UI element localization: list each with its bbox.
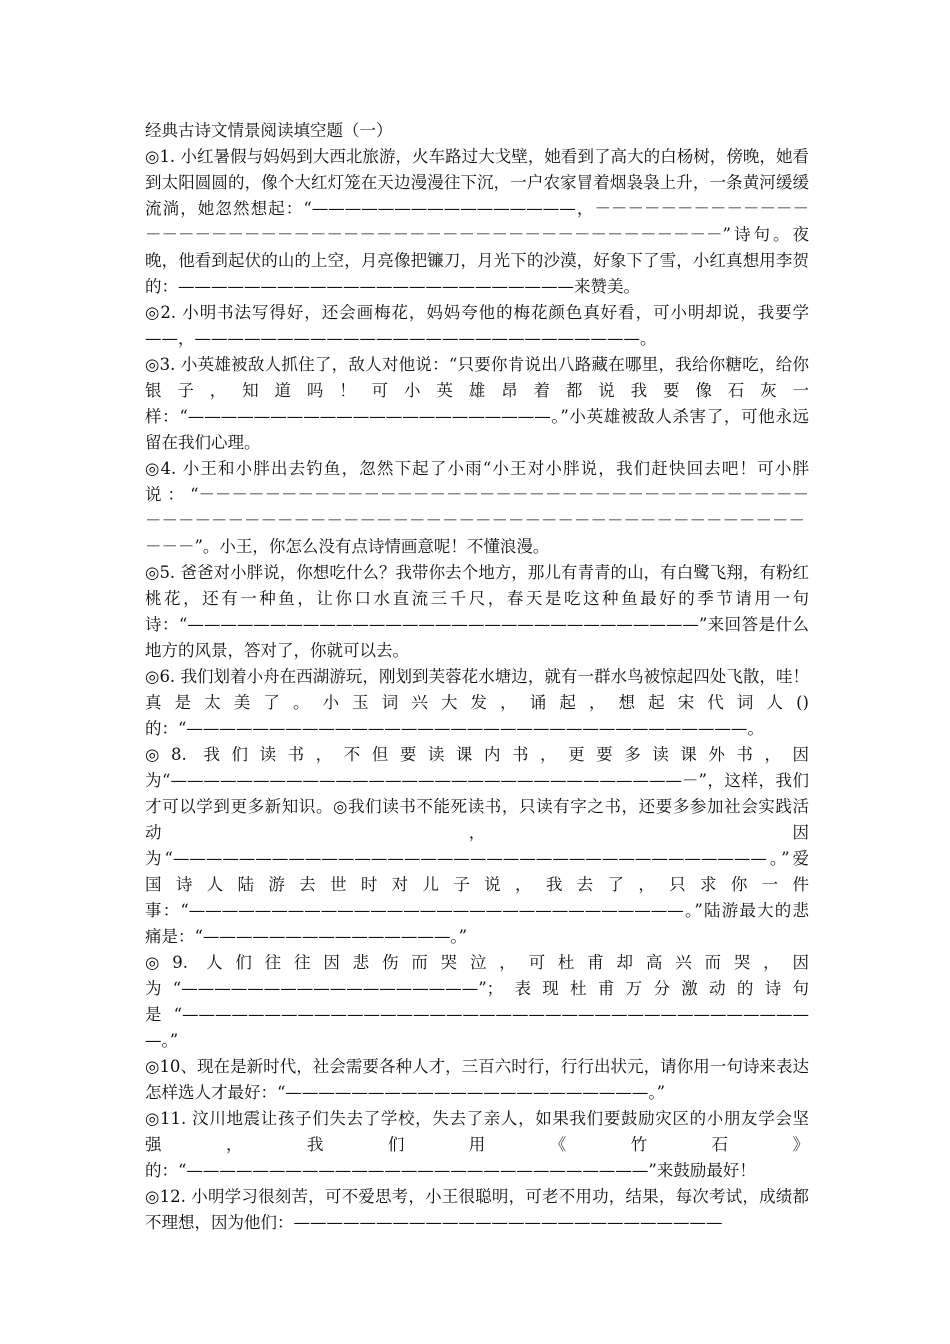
document-body xyxy=(145,118,809,1236)
document-title: 经典古诗文情景阅读填空题（一） xyxy=(145,121,393,140)
question-1: ◎1. 小红暑假与妈妈到大西北旅游，火车路过大戈壁，她看到了高大的白杨树，傍晚，她看到太阳圆圆的，像个大红灯笼在天边漫漫往下沉，一户农家冒着烟袅袅上升，一条黄河缓缓流淌，她忽然想起：“————————————————，－－－－－－－－－－－－－－－－－－－－－－－－－－－－－－－－－－－－－－－－－－－－－－－－”诗句。夜晚，他看到起伏的山的上空，月亮像把镰刀，月光下的沙漠，好象下了雪，小红真想用李贺的：————————————————————————来赞美。 xyxy=(145,147,809,296)
question-3: ◎3. 小英雄被敌人抓住了，敌人对他说：“只要你肯说出八路藏在哪里，我给你糖吃，给你银子，知道吗！可小英雄昂着都说我要像石灰一样：“——————————————————————。”小英雄被敌人杀害了，可他永远留在我们心理。 xyxy=(145,355,809,452)
question-11: ◎11. 汶川地震让孩子们失去了学校，失去了亲人，如果我们要鼓励灾区的小朋友学会坚强，我们用《竹石》的：“————————————————————————————”来鼓励最好！ xyxy=(145,1109,809,1180)
question-12: ◎12. 小明学习很刻苦，可不爱思考，小王很聪明，可老不用功，结果，每次考试，成绩都不理想，因为他们：—————————————————————————— xyxy=(145,1187,809,1232)
question-10: ◎10、现在是新时代，社会需要各种人才，三百六时行，行行出状元，请你用一句诗来表达怎样选人才最好：“——————————————————————。” xyxy=(145,1057,809,1102)
question-2: ◎2. 小明书法写得好，还会画梅花，妈妈夸他的梅花颜色真好看，可小明却说，我要学——，———————————————————————————。 xyxy=(145,303,809,348)
question-5: ◎5. 爸爸对小胖说，你想吃什么？我带你去个地方，那儿有青青的山，有白鹭飞翔，有粉红桃花，还有一种鱼，让你口水直流三千尺，春天是吃这种鱼最好的季节请用一句诗：“———————————————————————————————”来回答是什么地方的风景，答对了，你就可以去。 xyxy=(145,563,809,660)
question-8: ◎8. 我们读书，不但要读课内书，更要多读课外书，因为“———————————————————————————————－”，这样，我们才可以学到更多新知识。◎我们读书不能死读书，只读有字之书，还要多参加社会实践活动，因为“————————————————————————————————————。”爱国诗人陆游去世时对儿子说，我去了，只求你一件事：“——————————————————————————————。”陆游最大的悲痛是：“———————————————。” xyxy=(145,745,809,946)
question-9: ◎9. 人们往往因悲伤而哭泣，可杜甫却高兴而哭，因为“——————————————————”；表现杜甫万分激动的诗句是“———————————————————————————————————————。” xyxy=(145,953,809,1050)
question-6: ◎6. 我们划着小舟在西湖游玩，刚划到芙蓉花水塘边，就有一群水鸟被惊起四处飞散，哇！真是太美了。小玉词兴大发，诵起，想起宋代词人()的：“——————————————————————————————————。 xyxy=(145,667,809,738)
question-4: ◎4. 小王和小胖出去钓鱼，忽然下起了小雨“小王对小胖说，我们赶快回去吧！可小胖说：“－－－－－－－－－－－－－－－－－－－－－－－－－－－－－－－－－－－－－－－－－－－－－－－－－－－－－－－－－－－－－－－－－－－－－－－－－－－－－－－－”。小王，你怎么没有点诗情画意呢！不懂浪漫。 xyxy=(145,459,809,556)
